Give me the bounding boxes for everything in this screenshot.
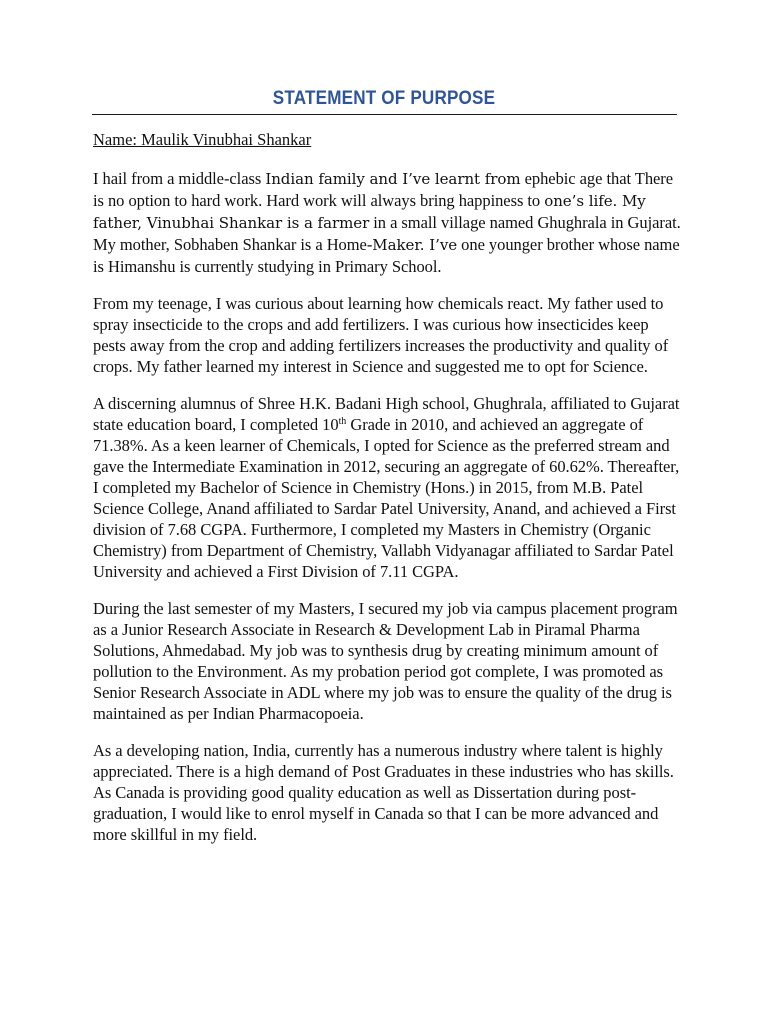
paragraph-motivation: As a developing nation, India, currently has a numerous industry where talent is highly appreciated. There is a high demand of Post Graduates in these industries who has skills. As Canada is providing good quality education as well as Dissertation during post-graduation, I would like to enrol myself in Canada so that I can be more advanced and more skillful in my field.	[93, 741, 674, 844]
para3-part-a: A discerning alumnus of Shree H.K. Badani High school, Ghughrala, affiliated to Gujarat state education board, I completed 10	[93, 394, 680, 434]
para3-part-b: Grade in 2010, and achieved an aggregate of 71.38%. As a keen learner of Chemicals, I opted for Science as the preferred stream and gave the Intermediate Examination in 2012, securing an aggregate of 60.62%. Thereafter, I completed my Bachelor of Science in Chemistry (Hons.) in 2015, from M.B. Patel Science College, Anand affiliated to Sardar Patel University, Anand, and achieved a First division of 7.68 CGPA. Furthermore, I completed my Masters in Chemistry (Organic Chemistry) from Department of Chemistry, Vallabh Vidyanagar affiliated to Sardar Patel University and achieved a First Division of 7.11 CGPA.	[93, 415, 680, 581]
para1-part-d: one’s life. My father, Vinubhai Shankar is a farmer	[93, 192, 646, 232]
para1-part-f: Maker. I’ve	[372, 236, 458, 254]
paragraph-family	[93, 168, 683, 277]
page-title: STATEMENT OF PURPOSE	[272, 88, 496, 109]
para1-part-a: I hail from a middle-class	[93, 169, 266, 188]
paragraph-education	[93, 393, 683, 582]
para1-part-b: Indian family and I’ve learnt from	[265, 170, 521, 188]
para3-superscript: th	[338, 416, 347, 427]
paragraph-interest: From my teenage, I was curious about learning how chemicals react. My father used to spray insecticide to the crops and add fertilizers. I was curious how insecticides keep pests away from the crop and adding fertilizers increases the productivity and quality of crops. My father learned my interest in Science and suggested me to opt for Science.	[93, 294, 669, 376]
document-body	[93, 129, 683, 861]
paragraph-experience: During the last semester of my Masters, I secured my job via campus placement program as a Junior Research Associate in Research & Development Lab in Piramal Pharma Solutions, Ahmedabad. My job was to synthesis drug by creating minimum amount of pollution to the Environment. As my probation period got complete, I was promoted as Senior Research Associate in ADL where my job was to ensure the quality of the drug is maintained as per Indian Pharmacopoeia.	[93, 599, 678, 723]
applicant-name	[93, 129, 683, 150]
para1-part-g: one younger brother whose name is Himanshu is currently studying in Primary School.	[93, 235, 680, 276]
applicant-name-text: Name: Maulik Vinubhai Shankar	[93, 130, 312, 149]
para1-part-c: ephebic age that There is no option to hard work. Hard work will always bring happiness to	[93, 169, 674, 210]
title-divider	[92, 114, 677, 115]
para1-part-e: in a small village named Ghughrala in Gujarat. My mother, Sobhaben Shankar is a Home-	[93, 213, 681, 254]
